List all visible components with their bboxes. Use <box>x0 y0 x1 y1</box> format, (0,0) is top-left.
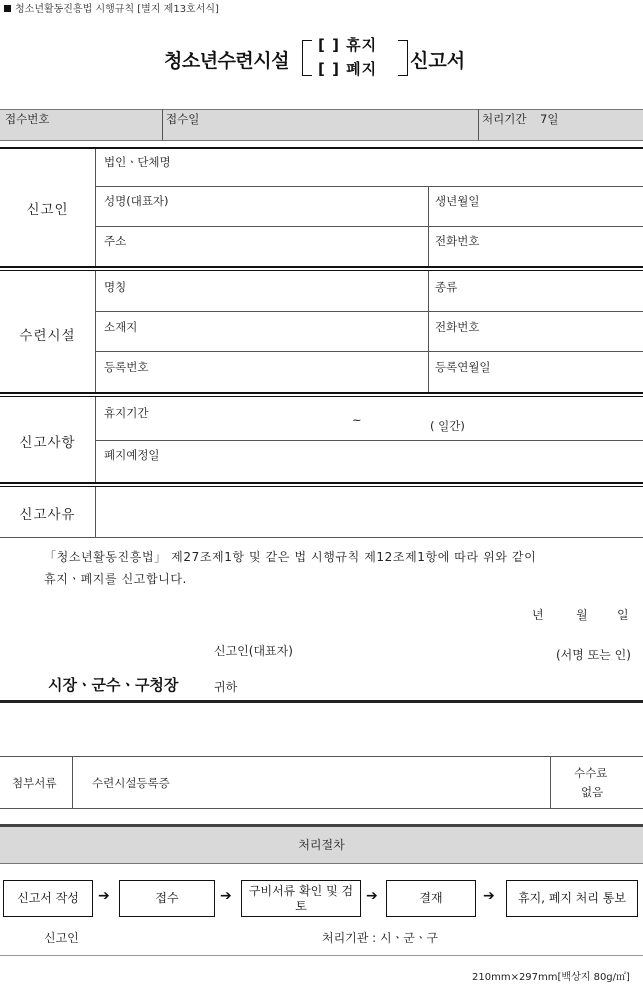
corp-name-field[interactable]: 법인ㆍ단체명 <box>104 155 171 169</box>
fee-label: 수수료 <box>574 766 608 780</box>
flow-arrow-2: ➔ <box>220 888 232 904</box>
facility-name-field[interactable]: 명칭 <box>104 280 127 294</box>
receipt-number-label: 접수번호 <box>5 112 50 126</box>
period-days: ( 일간) <box>430 419 465 433</box>
honorific: 귀하 <box>214 680 238 694</box>
period-tilde: ~ <box>352 413 362 427</box>
attachment-document: 수련시설등록증 <box>92 776 170 790</box>
flow-step-receive: 접수 <box>119 880 215 917</box>
flow-arrow-1: ➔ <box>98 888 110 904</box>
flow-arrow-4: ➔ <box>483 888 495 904</box>
flow-step-notify: 휴지, 폐지 처리 통보 <box>506 880 638 917</box>
facility-location-field[interactable]: 소재지 <box>104 320 138 334</box>
applicant-address-field[interactable]: 주소 <box>104 234 127 248</box>
form-title <box>0 30 643 88</box>
processing-period-label: 처리기간 <box>482 112 527 126</box>
closure-date-field[interactable]: 폐지예정일 <box>104 448 160 462</box>
receipt-date-label: 접수일 <box>166 112 200 126</box>
reason-section-label: 신고사유 <box>19 507 76 523</box>
fee-value: 없음 <box>581 785 604 799</box>
report-section-label: 신고사항 <box>19 435 76 451</box>
facility-phone-field[interactable]: 전화번호 <box>435 320 480 334</box>
statement-line-1: 「청소년활동진흥법」 제27조제1항 및 같은 법 시행규칙 제12조제1항에 따라 위와 같이 <box>44 550 537 564</box>
processing-period-value: 7일 <box>540 112 559 126</box>
applicant-phone-field[interactable]: 전화번호 <box>435 234 480 248</box>
representative-name-field[interactable]: 성명(대표자) <box>104 194 169 208</box>
birth-date-field[interactable]: 생년월일 <box>435 194 480 208</box>
applicant-section-label: 신고인 <box>26 202 69 218</box>
date-month[interactable]: 월 <box>576 608 588 622</box>
title-right: 신고서 <box>410 50 466 72</box>
paper-spec: 210mm×297mm[백상지 80g/㎡] <box>472 972 630 983</box>
attachments-label: 첨부서류 <box>12 776 57 790</box>
flow-arrow-3: ➔ <box>366 888 378 904</box>
form-reference: 청소년활동진흥법 시행규칙 [별지 제13호서식] <box>4 0 219 15</box>
suspension-period-field[interactable]: 휴지기간 <box>104 406 149 420</box>
option-suspension-checkbox[interactable]: [ ] 휴지 <box>318 36 378 54</box>
option-closure-checkbox[interactable]: [ ] 폐지 <box>318 60 378 78</box>
facility-section-label: 수련시설 <box>19 328 76 344</box>
addressee: 시장ㆍ군수ㆍ구청장 <box>48 676 179 694</box>
registration-date-field[interactable]: 등록연월일 <box>435 360 491 374</box>
date-day[interactable]: 일 <box>617 608 629 622</box>
registration-number-field[interactable]: 등록번호 <box>104 360 149 374</box>
statement-line-2: 휴지ㆍ폐지를 신고합니다. <box>44 572 187 586</box>
signature-field[interactable]: (서명 또는 인) <box>556 648 631 662</box>
actor-agency: 처리기관 : 시ㆍ군ㆍ구 <box>322 931 439 945</box>
title-left: 청소년수련시설 <box>164 50 289 72</box>
flow-step-approve: 결재 <box>386 880 476 917</box>
signer-label: 신고인(대표자) <box>214 644 293 658</box>
procedure-title: 처리절차 <box>298 838 345 852</box>
flow-step-review: 구비서류 확인 및 검토 <box>241 880 361 917</box>
facility-kind-field[interactable]: 종류 <box>435 280 458 294</box>
date-year[interactable]: 년 <box>532 608 544 622</box>
actor-applicant: 신고인 <box>44 931 79 945</box>
reason-input[interactable] <box>96 488 642 536</box>
flow-step-write: 신고서 작성 <box>3 880 93 917</box>
